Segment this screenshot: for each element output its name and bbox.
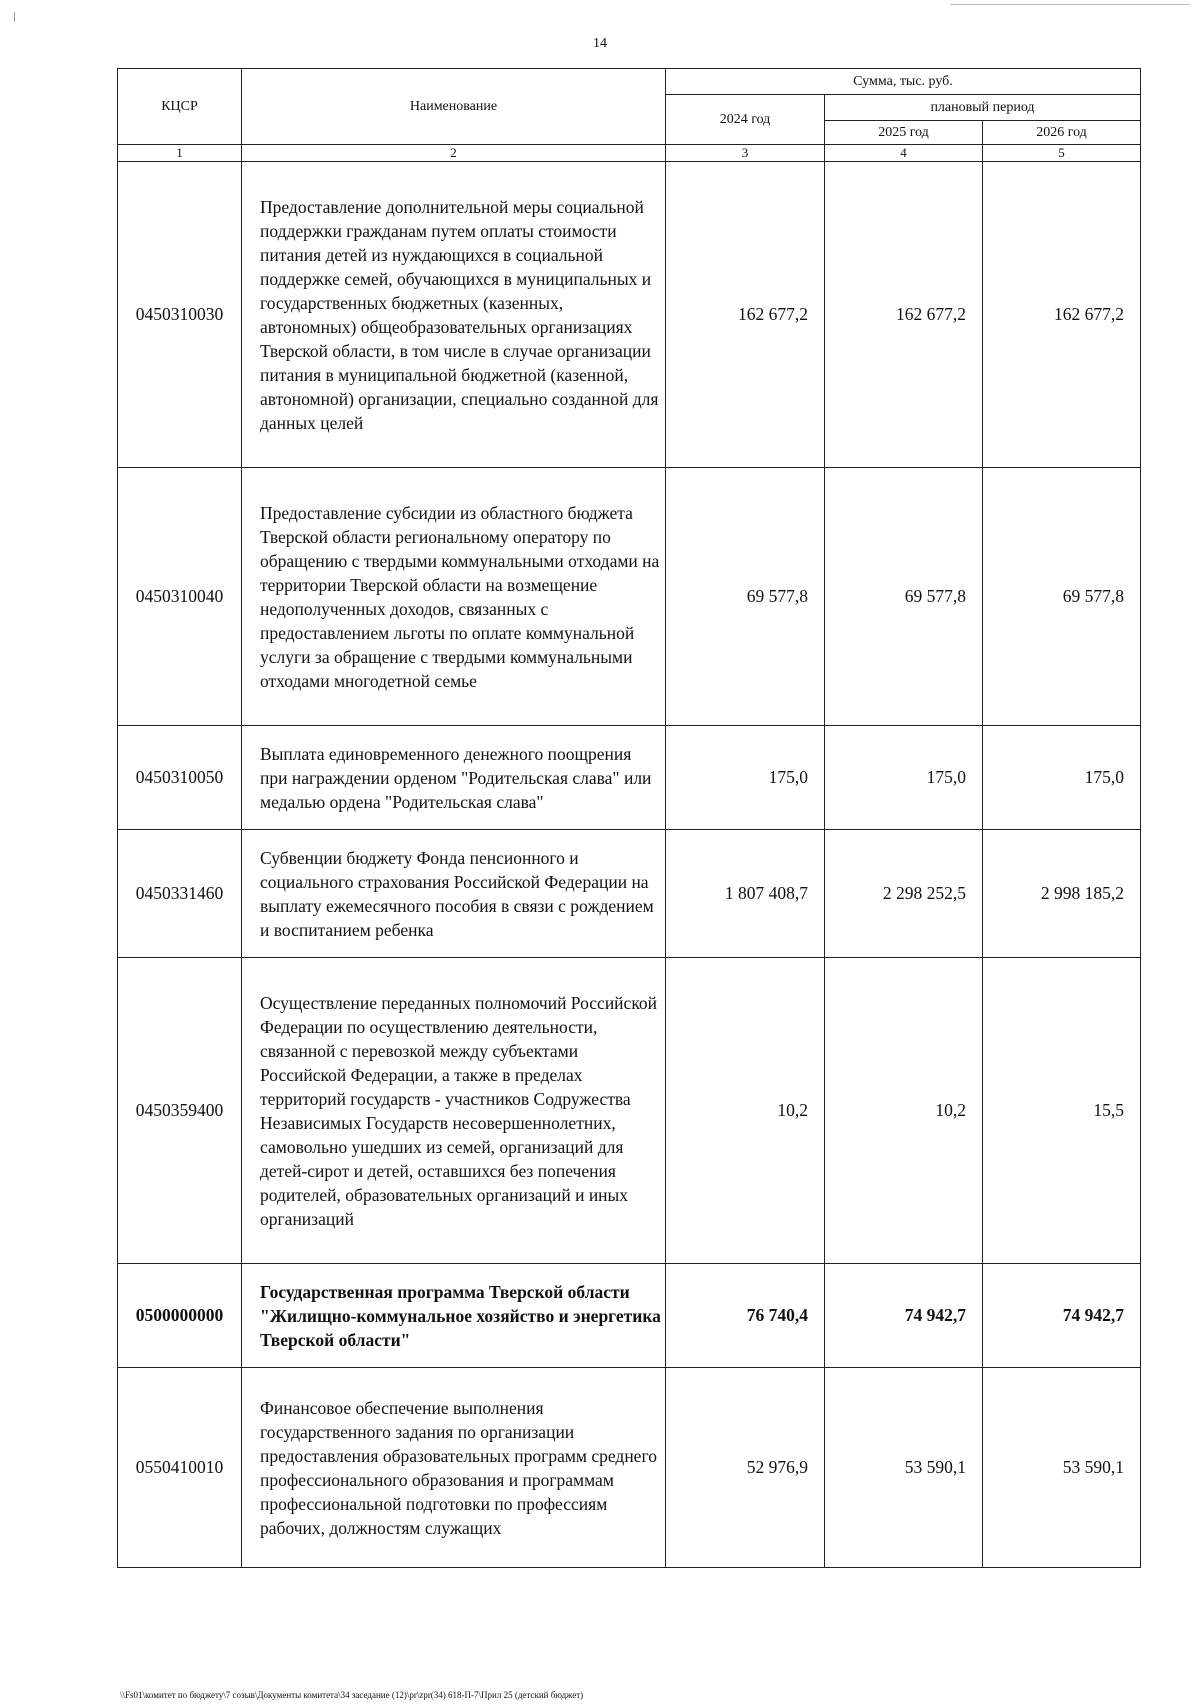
table-row xyxy=(118,162,1141,468)
row-value-2026: 74 942,7 xyxy=(983,1264,1141,1368)
row-value-2024: 1 807 408,7 xyxy=(666,830,825,958)
table-row-program xyxy=(118,1264,1141,1368)
row-code: 0450310050 xyxy=(118,726,242,830)
row-value-2026: 175,0 xyxy=(983,726,1141,830)
row-name: Субвенции бюджету Фонда пенсионного и социального страхования Российской Федерации на выплату ежемесячного пособия в связи с рождением и воспитанием ребенка xyxy=(242,830,666,958)
row-code: 0450331460 xyxy=(118,830,242,958)
row-code: 0450359400 xyxy=(118,958,242,1264)
row-value-2024: 10,2 xyxy=(666,958,825,1264)
scan-artifact xyxy=(950,4,1190,5)
table-row xyxy=(118,958,1141,1264)
scan-artifact xyxy=(14,12,15,22)
row-value-2025: 53 590,1 xyxy=(825,1368,983,1568)
file-path-footer: \\Fs01\комитет по бюджету\7 созыв\Документы комитета\34 заседание (12)\pr\zpr(34) 618-П-7\Прил 25 (детский бюджет) xyxy=(120,1690,584,1700)
row-name: Предоставление субсидии из областного бюджета Тверской области региональному оператору по обращению с твердыми коммунальными отходами на территории Тверской области на возмещение недополученных доходов, связанных с предоставлением льготы по оплате коммунальной услуги за обращение с твердыми коммунальными отходами многодетной семье xyxy=(242,468,666,726)
row-value-2025: 74 942,7 xyxy=(825,1264,983,1368)
page-number: 14 xyxy=(593,36,607,51)
table-row xyxy=(118,726,1141,830)
row-value-2026: 53 590,1 xyxy=(983,1368,1141,1568)
row-code: 0450310040 xyxy=(118,468,242,726)
header-planned-period: плановый период xyxy=(825,95,1141,121)
row-name: Выплата единовременного денежного поощрения при награждении орденом "Родительская слава" или медалью ордена "Родительская слава" xyxy=(242,726,666,830)
row-value-2026: 2 998 185,2 xyxy=(983,830,1141,958)
row-value-2025: 162 677,2 xyxy=(825,162,983,468)
row-code: 0450310030 xyxy=(118,162,242,468)
column-number: 2 xyxy=(242,145,666,162)
row-value-2024: 52 976,9 xyxy=(666,1368,825,1568)
row-value-2024: 69 577,8 xyxy=(666,468,825,726)
column-number: 1 xyxy=(118,145,242,162)
row-value-2026: 162 677,2 xyxy=(983,162,1141,468)
row-code: 0500000000 xyxy=(118,1264,242,1368)
header-name: Наименование xyxy=(242,69,666,145)
column-number: 5 xyxy=(983,145,1141,162)
header-2026: 2026 год xyxy=(983,121,1141,145)
column-number: 3 xyxy=(666,145,825,162)
header-2025: 2025 год xyxy=(825,121,983,145)
budget-table xyxy=(117,68,1141,1568)
row-value-2024: 175,0 xyxy=(666,726,825,830)
row-value-2025: 2 298 252,5 xyxy=(825,830,983,958)
column-number: 4 xyxy=(825,145,983,162)
row-value-2025: 10,2 xyxy=(825,958,983,1264)
table-row xyxy=(118,830,1141,958)
row-name: Финансовое обеспечение выполнения государственного задания по организации предоставления образовательных программ среднего профессионального образования и программам профессиональной подготовки по профессиям рабочих, должностям служащих xyxy=(242,1368,666,1568)
row-value-2024: 162 677,2 xyxy=(666,162,825,468)
row-value-2024: 76 740,4 xyxy=(666,1264,825,1368)
row-name: Государственная программа Тверской области "Жилищно-коммунальное хозяйство и энергетика Тверской области" xyxy=(242,1264,666,1368)
row-value-2026: 69 577,8 xyxy=(983,468,1141,726)
header-2024: 2024 год xyxy=(666,95,825,145)
table-row xyxy=(118,1368,1141,1568)
row-code: 0550410010 xyxy=(118,1368,242,1568)
table-row xyxy=(118,468,1141,726)
row-name: Осуществление переданных полномочий Российской Федерации по осуществлению деятельности, связанной с перевозкой между субъектами Российской Федерации, а также в пределах территорий государств - участников Содружества Независимых Государств несовершеннолетних, самовольно ушедших из семей, организаций для детей-сирот и детей, оставшихся без попечения родителей, образовательных организаций и иных организаций xyxy=(242,958,666,1264)
row-name: Предоставление дополнительной меры социальной поддержки гражданам путем оплаты стоимости питания детей из нуждающихся в социальной поддержке семей, обучающихся в муниципальных и государственных бюджетных (казенных, автономных) общеобразовательных организациях Тверской области, в том числе в случае организации питания в муниципальной бюджетной (казенной, автономной) организации, специально созданной для данных целей xyxy=(242,162,666,468)
row-value-2025: 175,0 xyxy=(825,726,983,830)
row-value-2025: 69 577,8 xyxy=(825,468,983,726)
header-code: КЦСР xyxy=(118,69,242,145)
row-value-2026: 15,5 xyxy=(983,958,1141,1264)
header-sum: Сумма, тыс. руб. xyxy=(666,69,1141,95)
